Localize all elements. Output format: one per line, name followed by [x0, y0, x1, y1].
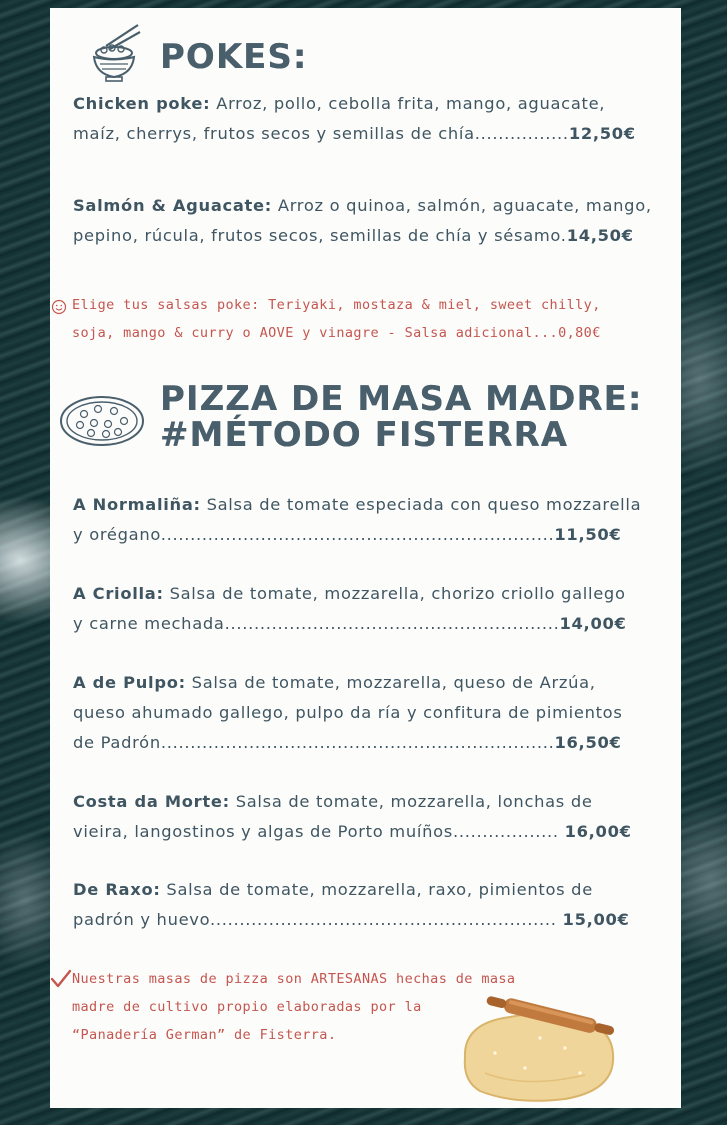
item-name: De Raxo:: [73, 880, 161, 899]
item-description: Salsa de tomate, mozzarella, chorizo criollo gallego: [163, 584, 626, 603]
menu-item-a-normalina: [73, 490, 653, 550]
pizza-dough-note: Nuestras masas de pizza son ARTESANAS hechas de masa madre de cultivo propio elaboradas por la “Panadería German” de Fisterra.: [72, 971, 516, 1043]
item-description: Salsa de tomate, mozzarella, raxo, pimientos de: [160, 880, 593, 899]
item-description: Salsa de tomate especiada con queso mozzarella: [200, 495, 642, 514]
menu-item-salmon-aguacate: [73, 191, 653, 251]
pizza-icon: [58, 393, 146, 453]
item-price: 14,50€: [566, 226, 634, 245]
pokes-heading: POKES:: [160, 37, 308, 77]
item-description: Salsa de tomate, mozzarella, queso de Arzúa,: [185, 673, 596, 692]
menu-item-chicken-poke: [73, 89, 653, 149]
pizza-heading: PIZZA DE MASA MADRE: #MÉTODO FISTERRA: [160, 379, 643, 455]
item-price: 11,50€: [554, 525, 622, 544]
item-price: 15,00€: [562, 910, 630, 929]
dough-rolling-pin-icon: [455, 993, 625, 1109]
smiley-icon: [51, 299, 67, 319]
item-price: 14,00€: [559, 614, 627, 633]
poke-bowl-icon: [90, 22, 142, 88]
item-description: maíz, cherrys, frutos secos y semillas de chía................: [73, 124, 569, 143]
item-description: padrón y huevo...........................................................: [73, 910, 563, 929]
item-description: queso ahumado gallego, pulpo da ría y confitura de pimientos: [73, 703, 623, 722]
item-description: de Padrón...................................................................: [73, 733, 555, 752]
item-description: vieira, langostinos y algas de Porto muíños..................: [73, 822, 565, 841]
item-description: Arroz, pollo, cebolla frita, mango, aguacate,: [210, 94, 606, 113]
check-icon: [50, 969, 72, 993]
item-name: A Criolla:: [73, 584, 164, 603]
item-name: Chicken poke:: [73, 94, 211, 113]
item-price: 12,50€: [568, 124, 636, 143]
item-name: A de Pulpo:: [73, 673, 186, 692]
item-price: 16,50€: [554, 733, 622, 752]
item-name: Salmón & Aguacate:: [73, 196, 272, 215]
item-name: A Normaliña:: [73, 495, 201, 514]
item-name: Costa da Morte:: [73, 792, 230, 811]
menu-item-a-de-pulpo: [73, 668, 653, 758]
menu-item-costa-da-morte: [73, 787, 653, 847]
item-description: pepino, rúcula, frutos secos, semillas de chía y sésamo.: [73, 226, 567, 245]
item-description: y orégano...................................................................: [73, 525, 555, 544]
item-description: Arroz o quinoa, salmón, aguacate, mango,: [271, 196, 652, 215]
menu-item-de-raxo: [73, 875, 653, 935]
menu-item-a-criolla: [73, 579, 653, 639]
item-description: y carne mechada.........................................................: [73, 614, 560, 633]
item-description: Salsa de tomate, mozzarella, lonchas de: [229, 792, 593, 811]
poke-sauces-note: Elige tus salsas poke: Teriyaki, mostaza & miel, sweet chilly, soja, mango & curry o AOVE y vinagre - Salsa adicional...0,80€: [72, 297, 601, 341]
menu-card: [50, 8, 681, 1108]
item-price: 16,00€: [564, 822, 632, 841]
